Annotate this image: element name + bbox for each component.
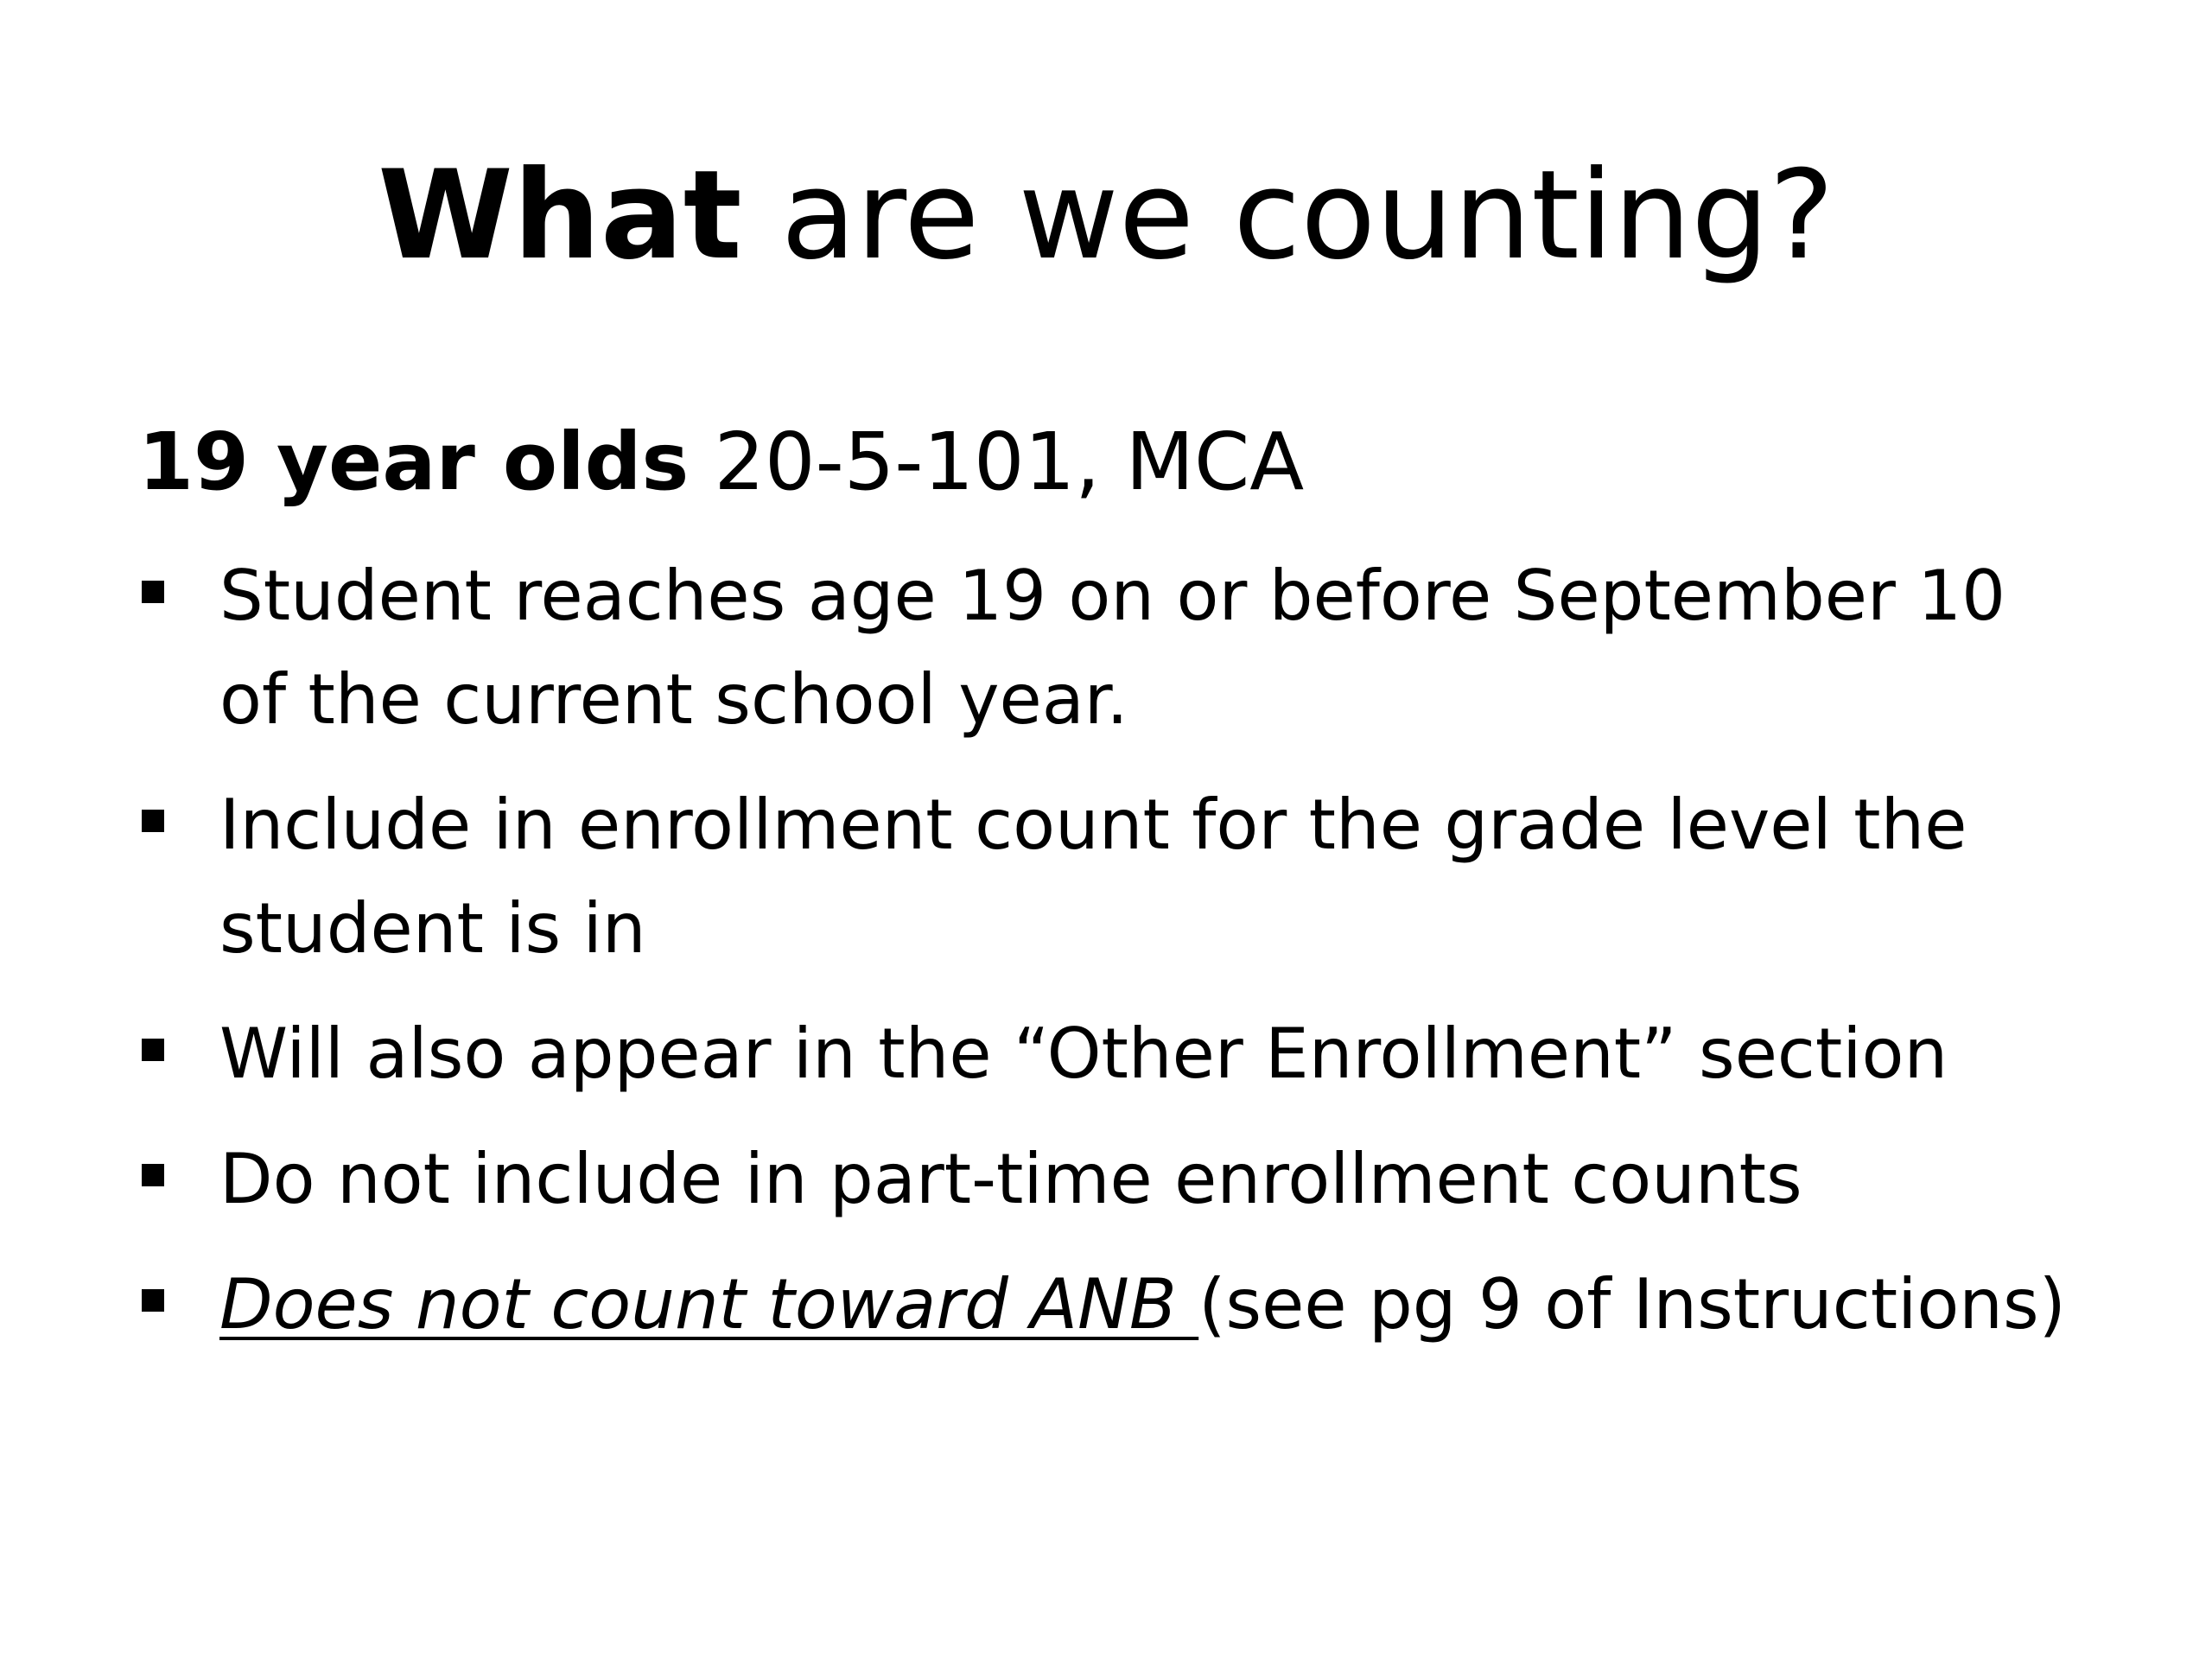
bullet-2-line-2: student is in [219,888,646,969]
section-heading [138,415,1304,510]
section-heading-rest: 20-5-101, MCA [689,416,1305,508]
anb-emphasis-text: Does not count toward ANB [219,1264,1199,1344]
square-bullet-icon [142,1039,164,1061]
bullet-1-line-2: of the current school year. [219,659,1128,740]
square-bullet-icon [142,581,164,603]
title-rest: are we counting? [741,144,1834,287]
square-bullet-icon [142,1164,164,1186]
bullet-item-5 [138,1253,2126,1357]
square-bullet-icon [142,810,164,832]
slide-title [0,143,2212,289]
square-bullet-icon [142,1289,164,1312]
bullet-item-4 [138,1128,2126,1231]
bullet-text-4: Do not include in part-time enrollment counts [219,1139,1802,1219]
bullet-item-1 [138,544,2126,752]
instructions-reference: (see pg 9 of Instructions) [1198,1264,2066,1344]
bullet-2-line-1: Include in enrollment count for the grade level the [219,785,1967,865]
bullet-text-3: Will also appear in the “Other Enrollment” section [219,1014,1948,1094]
bullet-text-2 [219,773,2126,981]
bullet-item-3 [138,1002,2126,1106]
title-bold-word: What [378,144,742,287]
bullet-1-line-1: Student reaches age 19 on or before September 10 [219,556,2006,636]
bullet-item-2 [138,773,2126,981]
section-heading-bold: 19 year olds [138,416,690,508]
bullet-text-5 [219,1253,2126,1357]
bullet-text-1 [219,544,2126,752]
